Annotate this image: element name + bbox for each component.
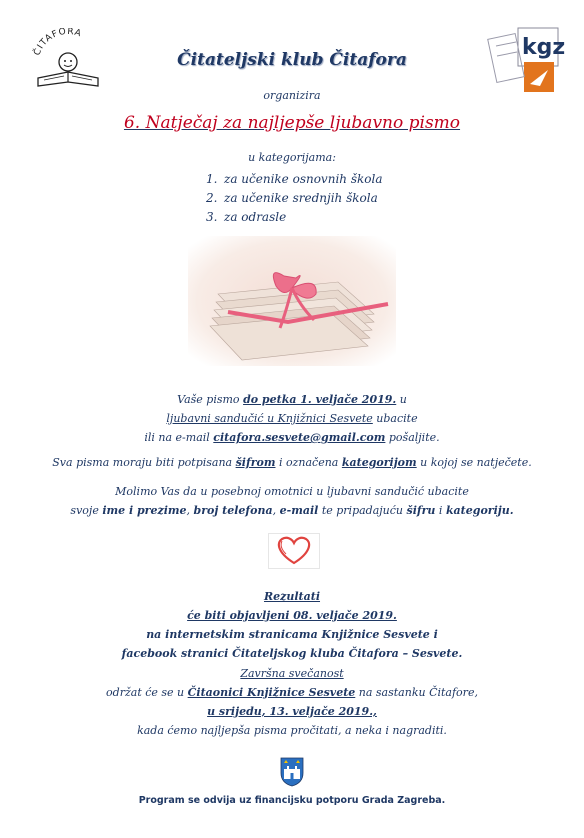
instructions: Vaše pismo do petka 1. veljače 2019. u ljubavni sandučić u Knjižnici Sesvete ubacite ili na e-mail citafora.sesvete@gmail.com pošaljite. [144, 393, 440, 444]
category-item: 3. za odrasle [206, 210, 287, 224]
email-link[interactable]: citafora.sesvete@gmail.com [213, 431, 386, 444]
signature-note: Sva pisma moraju biti potpisana šifrom i označena kategorijom u kojoj se natječete. [52, 456, 532, 469]
funding-footer: Program se odvija uz financijsku potporu Grada Zagreba. [138, 795, 446, 806]
closing-section: Završna svečanost održat će se u Čitaonici Knjižnice Sesvete na sastanku Čitafore, u srijedu, 13. veljače 2019., kada ćemo najljepša pisma pročitati, a neka i nagraditi. [0, 664, 584, 740]
citafora-logo-text: ČITAFORA [32, 28, 84, 58]
closing-heading: Završna svečanost [240, 667, 344, 680]
categories-list [206, 170, 382, 227]
organizira-text: organizira [263, 89, 321, 102]
category-item: 2. za učenike srednjih škola [206, 191, 378, 205]
categories-intro: u kategorijama: [248, 151, 336, 164]
envelope-note: Molimo Vas da u posebnoj omotnici u ljubavni sandučić ubacite svoje ime i prezime, broj telefona, e-mail te pripadajuću šifru i kategoriju. [70, 485, 514, 517]
love-letters-image [188, 236, 396, 366]
results-section: Rezultati će biti objavljeni 08. veljače 2019. na internetskim stranicama Knjižnice Sesvete i facebook stranici Čitateljskog kluba Čitafora – Sesvete. [0, 587, 584, 663]
contest-title: 6. Natječaj za najljepše ljubavno pismo [123, 113, 461, 133]
heart-icon [268, 533, 320, 569]
category-item: 1. za učenike osnovnih škola [206, 172, 383, 186]
zagreb-crest-icon [280, 757, 304, 791]
results-heading: Rezultati [263, 590, 321, 603]
club-name: Čitateljski klub Čitafora [177, 50, 407, 70]
kgz-logo-text: kgz [522, 35, 566, 60]
